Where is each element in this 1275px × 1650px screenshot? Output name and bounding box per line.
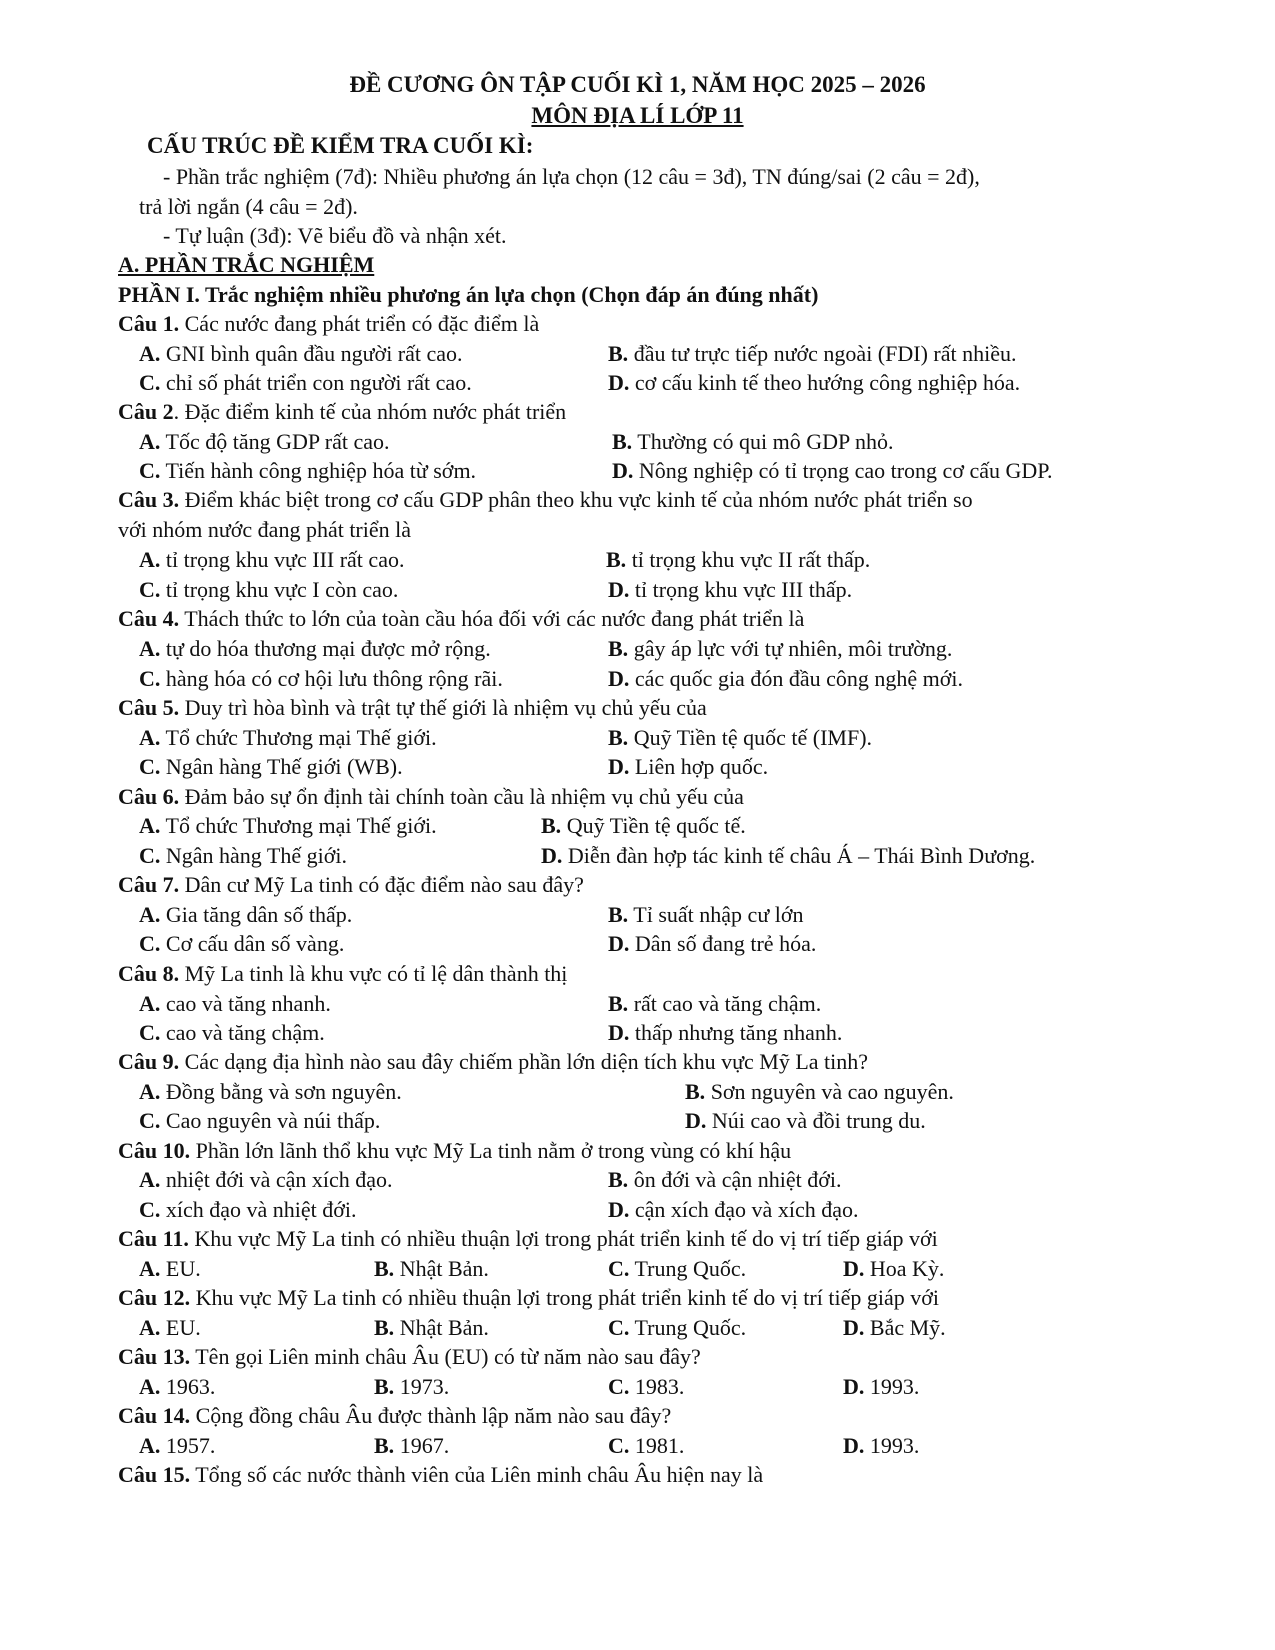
option-c: C. Trung Quốc.	[608, 1256, 747, 1281]
document-subtitle	[0, 101, 1275, 131]
question-label: Câu 12.	[118, 1285, 191, 1310]
question-15	[118, 1460, 1275, 1490]
option-c: C. chỉ số phát triển con người rất cao.	[139, 370, 472, 395]
question-text: Tổng số các nước thành viên của Liên minh châu Âu hiện nay là	[195, 1462, 764, 1487]
option-d: D. thấp nhưng tăng nhanh.	[608, 1020, 843, 1045]
option-d: D. Bắc Mỹ.	[843, 1315, 946, 1340]
options-row	[0, 1254, 1275, 1284]
option-a: A. 1963.	[139, 1374, 216, 1399]
option-a: A. 1957.	[139, 1433, 216, 1458]
option-b: B. Quỹ Tiền tệ quốc tế (IMF).	[608, 725, 873, 750]
question-14	[118, 1401, 1275, 1431]
question-text: Dân cư Mỹ La tinh có đặc điểm nào sau đây?	[184, 872, 584, 897]
option-c: C. Tiến hành công nghiệp hóa từ sớm.	[139, 458, 477, 483]
option-c: C. hàng hóa có cơ hội lưu thông rộng rãi.	[139, 666, 503, 691]
title-text: ĐỀ CƯƠNG ÔN TẬP CUỐI KÌ 1, NĂM HỌC 2025 – 2026	[349, 72, 926, 97]
question-text: Cộng đồng châu Âu được thành lập năm nào sau đây?	[195, 1403, 672, 1428]
option-a: A. EU.	[139, 1315, 201, 1340]
options-row	[0, 456, 1275, 486]
question-label: Câu 9.	[118, 1049, 180, 1074]
structure-line-2: trả lời ngắn (4 câu = 2đ).	[139, 194, 358, 219]
options-row	[0, 723, 1275, 753]
question-13	[118, 1342, 1275, 1372]
part-1-heading: PHẦN I. Trắc nghiệm nhiều phương án lựa chọn (Chọn đáp án đúng nhất)	[118, 282, 819, 307]
option-c: C. 1981.	[608, 1433, 685, 1458]
options-row	[0, 634, 1275, 664]
option-a: A. Tổ chức Thương mại Thế giới.	[139, 813, 437, 838]
option-a: A. cao và tăng nhanh.	[139, 991, 331, 1016]
subtitle-text: MÔN ĐỊA LÍ LỚP 11	[531, 103, 744, 128]
option-a: A. EU.	[139, 1256, 201, 1281]
option-c: C. tỉ trọng khu vực I còn cao.	[139, 577, 399, 602]
options-row	[0, 339, 1275, 369]
question-1	[118, 309, 1275, 339]
options-row	[0, 1165, 1275, 1195]
option-b: B. Nhật Bản.	[374, 1256, 489, 1281]
question-text: Phần lớn lãnh thổ khu vực Mỹ La tinh nằm ở trong vùng có khí hậu	[195, 1138, 792, 1163]
question-label: Câu 1.	[118, 311, 180, 336]
question-label: Câu 8.	[118, 961, 180, 986]
question-text: Các dạng địa hình nào sau đây chiếm phần lớn diện tích khu vực Mỹ La tinh?	[184, 1049, 869, 1074]
option-d: D. 1993.	[843, 1374, 920, 1399]
options-row	[0, 811, 1275, 841]
option-b: B. đầu tư trực tiếp nước ngoài (FDI) rất nhiều.	[608, 341, 1017, 366]
option-d: D. 1993.	[843, 1433, 920, 1458]
option-b: B. 1967.	[374, 1433, 450, 1458]
question-label: Câu 5.	[118, 695, 180, 720]
option-d: D. Núi cao và đồi trung du.	[685, 1108, 926, 1133]
question-label: Câu 11.	[118, 1226, 189, 1251]
options-row	[0, 1195, 1275, 1225]
options-row	[0, 368, 1275, 398]
options-row	[0, 575, 1275, 605]
question-2	[118, 397, 1275, 427]
option-b: B. Sơn nguyên và cao nguyên.	[685, 1079, 954, 1104]
question-12	[118, 1283, 1275, 1313]
option-b: B. 1973.	[374, 1374, 450, 1399]
question-label: Câu 4.	[118, 606, 180, 631]
option-b: B. Thường có qui mô GDP nhỏ.	[612, 429, 894, 454]
option-b: B. Tỉ suất nhập cư lớn	[608, 902, 804, 927]
option-c: C. Trung Quốc.	[608, 1315, 747, 1340]
options-row	[0, 900, 1275, 930]
option-d: D. Liên hợp quốc.	[608, 754, 769, 779]
question-label: Câu 10.	[118, 1138, 191, 1163]
option-a: A. GNI bình quân đầu người rất cao.	[139, 341, 463, 366]
question-5	[118, 693, 1275, 723]
question-text: Duy trì hòa bình và trật tự thế giới là nhiệm vụ chủ yếu của	[184, 695, 707, 720]
document-title	[0, 70, 1275, 100]
question-10	[118, 1136, 1275, 1166]
option-d: D. tỉ trọng khu vực III thấp.	[608, 577, 853, 602]
options-row	[0, 664, 1275, 694]
question-text: Các nước đang phát triển có đặc điểm là	[184, 311, 540, 336]
question-3	[118, 485, 1275, 515]
option-b: B. rất cao và tăng chậm.	[608, 991, 822, 1016]
option-a: A. Tốc độ tăng GDP rất cao.	[139, 429, 390, 454]
question-text: Đảm bảo sự ổn định tài chính toàn cầu là nhiệm vụ chủ yếu của	[184, 784, 744, 809]
question-8	[118, 959, 1275, 989]
option-b: B. ôn đới và cận nhiệt đới.	[608, 1167, 842, 1192]
option-c: C. Cơ cấu dân số vàng.	[139, 931, 345, 956]
question-9	[118, 1047, 1275, 1077]
options-row	[0, 929, 1275, 959]
question-label: Câu 7.	[118, 872, 180, 897]
option-d: D. cận xích đạo và xích đạo.	[608, 1197, 859, 1222]
question-label: Câu 2	[118, 399, 174, 424]
option-d: D. Dân số đang trẻ hóa.	[608, 931, 817, 956]
question-label: Câu 15.	[118, 1462, 191, 1487]
option-d: D. Diễn đàn hợp tác kinh tế châu Á – Thái Bình Dương.	[541, 843, 1036, 868]
question-text: Điểm khác biệt trong cơ cấu GDP phân theo khu vực kinh tế của nhóm nước phát triển so	[184, 487, 973, 512]
question-text: Mỹ La tinh là khu vực có tỉ lệ dân thành thị	[184, 961, 568, 986]
option-d: D. các quốc gia đón đầu công nghệ mới.	[608, 666, 963, 691]
options-row	[0, 1313, 1275, 1343]
options-row	[0, 1431, 1275, 1461]
option-d: D. Nông nghiệp có tỉ trọng cao trong cơ cấu GDP.	[612, 458, 1053, 483]
question-text: Khu vực Mỹ La tinh có nhiều thuận lợi trong phát triển kinh tế do vị trí tiếp giáp với	[194, 1226, 938, 1251]
option-c: C. 1983.	[608, 1374, 685, 1399]
question-label: Câu 14.	[118, 1403, 191, 1428]
options-row	[0, 1372, 1275, 1402]
options-row	[0, 841, 1275, 871]
question-label: Câu 3.	[118, 487, 180, 512]
option-a: A. tỉ trọng khu vực III rất cao.	[139, 547, 405, 572]
question-label: Câu 13.	[118, 1344, 191, 1369]
options-row	[0, 989, 1275, 1019]
option-a: A. Gia tăng dân số thấp.	[139, 902, 353, 927]
option-d: D. Hoa Kỳ.	[843, 1256, 945, 1281]
option-a: A. tự do hóa thương mại được mở rộng.	[139, 636, 491, 661]
options-row	[0, 1106, 1275, 1136]
option-c: C. xích đạo và nhiệt đới.	[139, 1197, 357, 1222]
option-a: A. Tổ chức Thương mại Thế giới.	[139, 725, 437, 750]
option-c: C. cao và tăng chậm.	[139, 1020, 325, 1045]
options-row	[0, 545, 1275, 575]
question-4	[118, 604, 1275, 634]
question-7	[118, 870, 1275, 900]
option-c: C. Ngân hàng Thế giới (WB).	[139, 754, 403, 779]
options-row	[0, 1018, 1275, 1048]
question-text: Khu vực Mỹ La tinh có nhiều thuận lợi trong phát triển kinh tế do vị trí tiếp giáp với	[195, 1285, 939, 1310]
option-c: C. Ngân hàng Thế giới.	[139, 843, 347, 868]
option-a: A. Đồng bằng và sơn nguyên.	[139, 1079, 402, 1104]
question-text: . Đặc điểm kinh tế của nhóm nước phát triển	[173, 399, 567, 424]
question-label: Câu 6.	[118, 784, 180, 809]
structure-line-1: - Phần trắc nghiệm (7đ): Nhiều phương án lựa chọn (12 câu = 3đ), TN đúng/sai (2 câu = 2đ),	[163, 164, 980, 189]
option-b: B. tỉ trọng khu vực II rất thấp.	[606, 547, 871, 572]
question-6	[118, 782, 1275, 812]
option-a: A. nhiệt đới và cận xích đạo.	[139, 1167, 393, 1192]
question-text: Tên gọi Liên minh châu Âu (EU) có từ năm nào sau đây?	[195, 1344, 701, 1369]
options-row	[0, 1077, 1275, 1107]
options-row	[0, 427, 1275, 457]
question-11	[118, 1224, 1275, 1254]
option-b: B. Quỹ Tiền tệ quốc tế.	[541, 813, 746, 838]
option-b: B. gây áp lực với tự nhiên, môi trường.	[608, 636, 953, 661]
section-a-heading: A. PHẦN TRẮC NGHIỆM	[118, 252, 375, 277]
option-d: D. cơ cấu kinh tế theo hướng công nghiệp hóa.	[608, 370, 1021, 395]
options-row	[0, 752, 1275, 782]
question-text: Thách thức to lớn của toàn cầu hóa đối với các nước đang phát triển là	[184, 606, 805, 631]
structure-line-3: - Tự luận (3đ): Vẽ biểu đồ và nhận xét.	[163, 223, 507, 248]
option-b: B. Nhật Bản.	[374, 1315, 489, 1340]
structure-heading: CẤU TRÚC ĐỀ KIỂM TRA CUỐI KÌ:	[147, 133, 534, 158]
question-3-continuation: với nhóm nước đang phát triển là	[118, 517, 412, 542]
option-c: C. Cao nguyên và núi thấp.	[139, 1108, 381, 1133]
